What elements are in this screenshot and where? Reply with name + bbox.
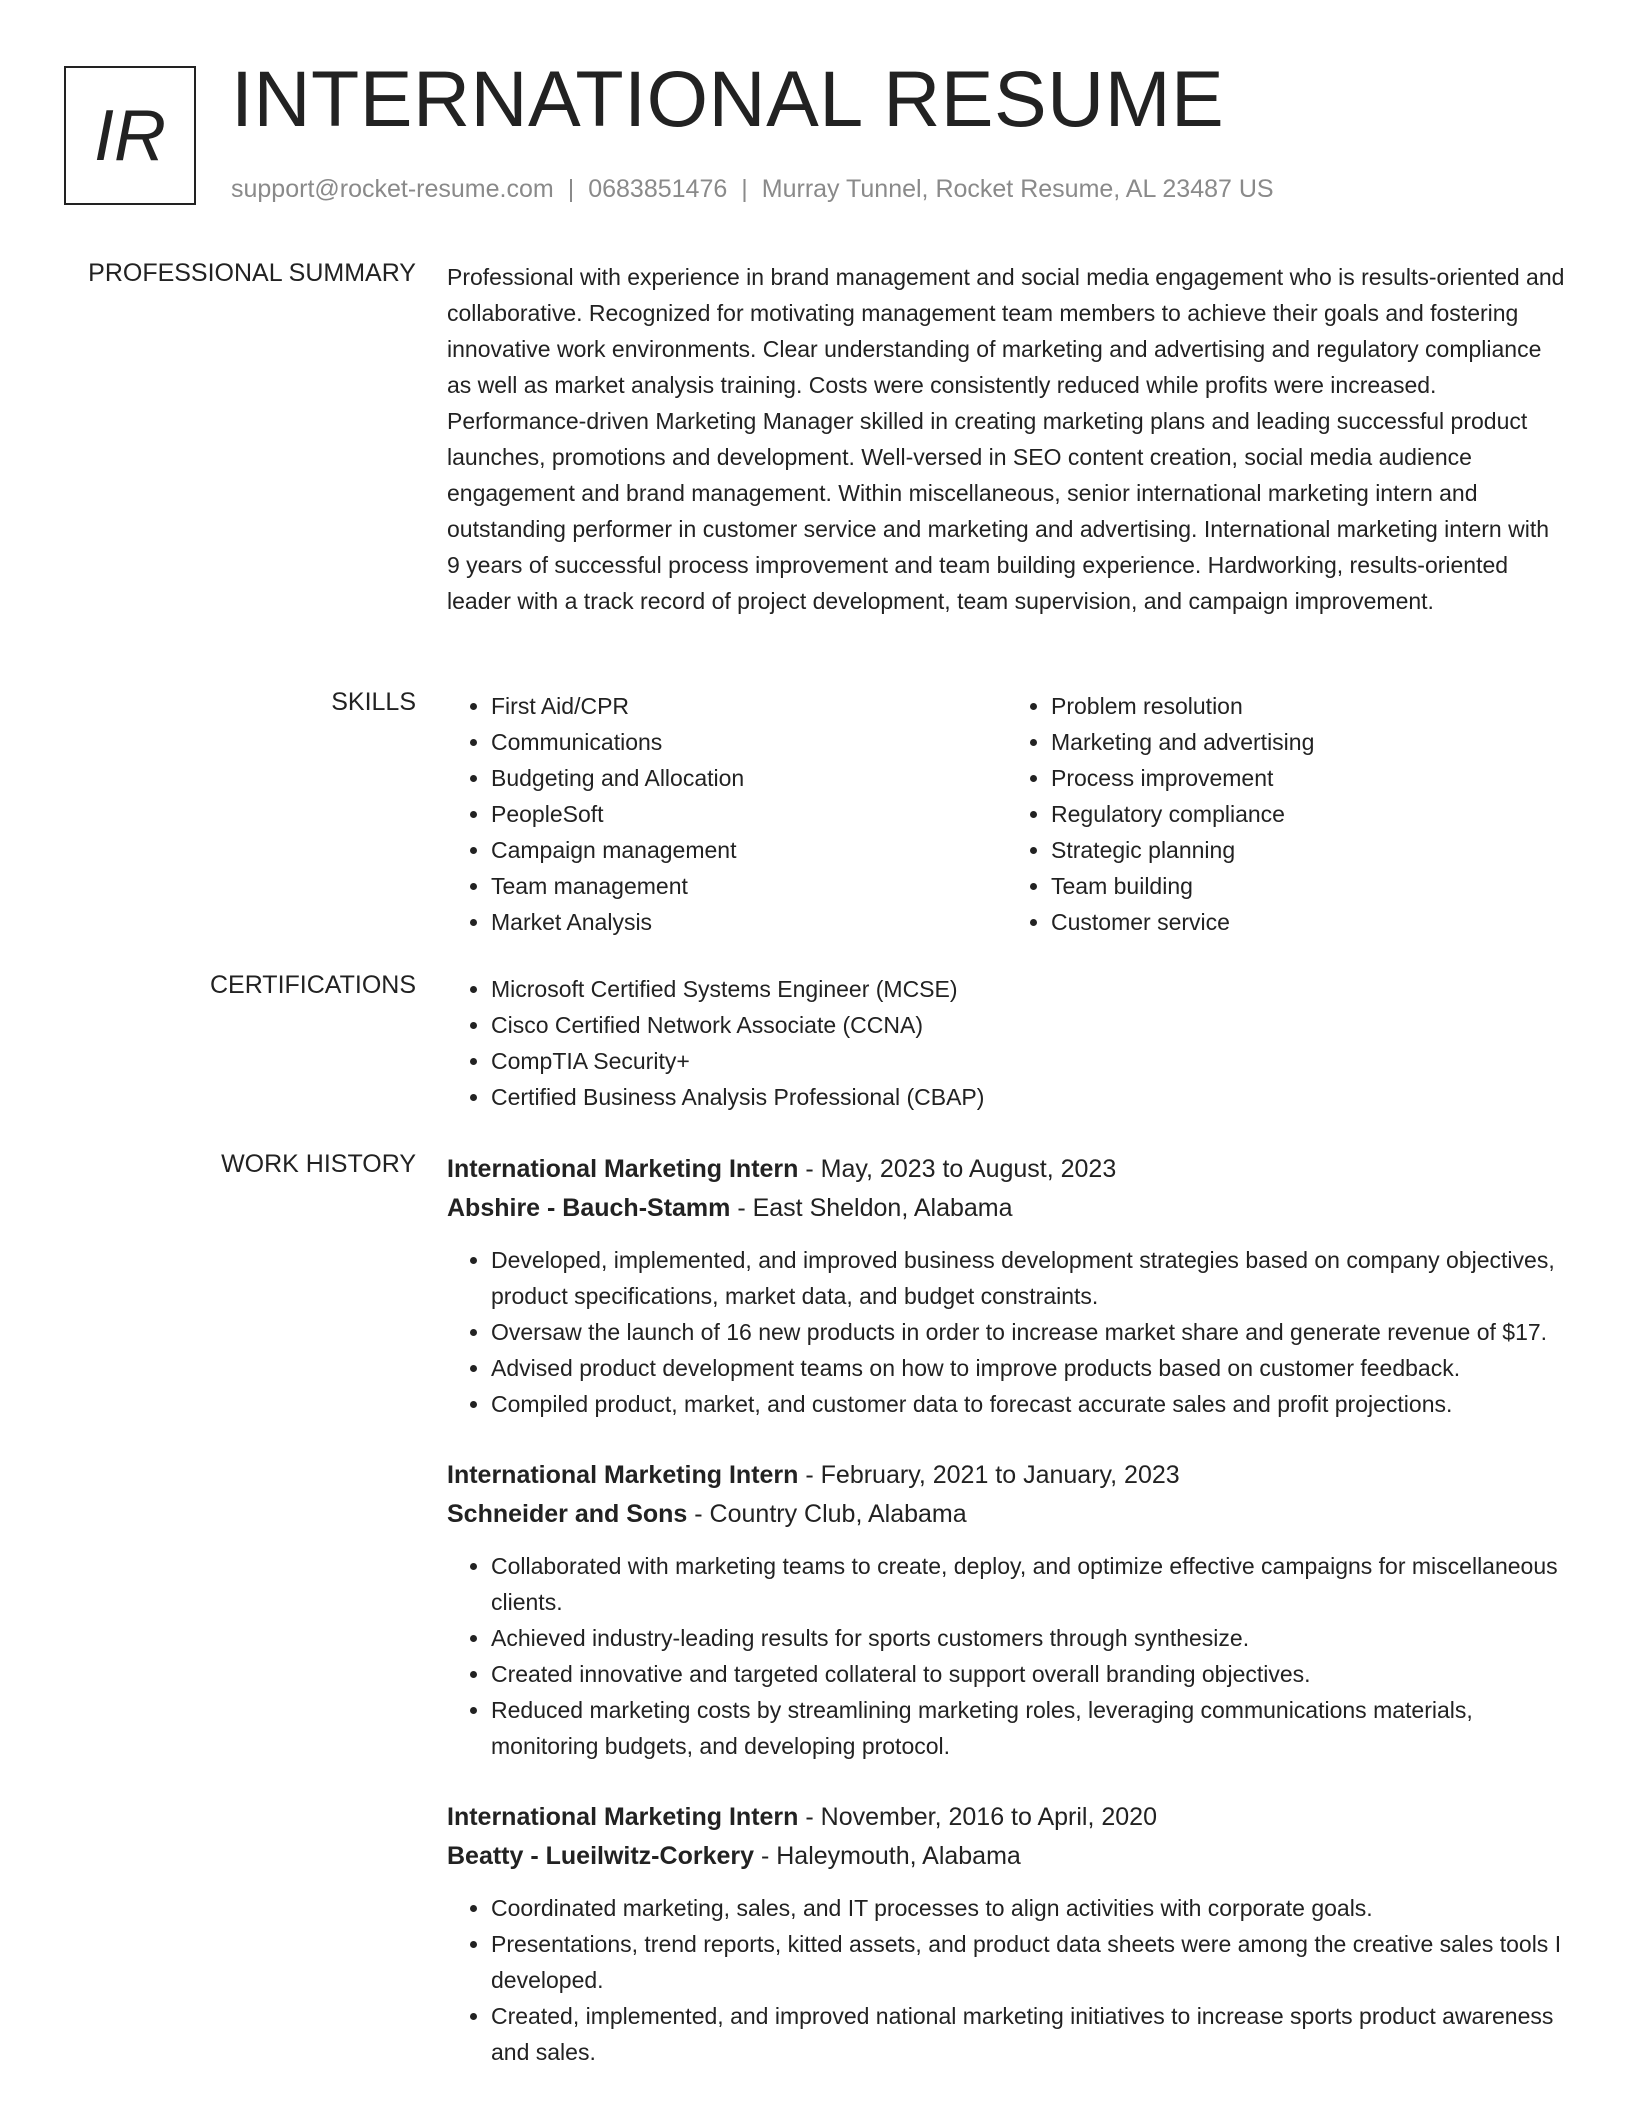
- certifications-list: [447, 971, 1567, 1115]
- job-company: Schneider and Sons: [447, 1500, 688, 1528]
- job-title: International Marketing Intern: [447, 1461, 799, 1489]
- skill-item: • Team management: [491, 868, 1007, 904]
- certification-item: • CompTIA Security+: [491, 1043, 1567, 1079]
- phone-number: 0683851476: [588, 175, 728, 203]
- job-entry: [447, 1150, 1567, 1422]
- skill-item: • Market Analysis: [491, 904, 1007, 940]
- job-title-line: [447, 1798, 1567, 1837]
- job-bullet: • Collaborated with marketing teams to create, deploy, and optimize effective campaigns for miscellaneous clients.: [491, 1548, 1567, 1620]
- certification-item: • Certified Business Analysis Professional (CBAP): [491, 1079, 1567, 1115]
- job-bullet: • Created innovative and targeted collateral to support overall branding objectives.: [491, 1656, 1567, 1692]
- skill-item: • Campaign management: [491, 832, 1007, 868]
- job-entry: [447, 1456, 1567, 1764]
- job-title-line: [447, 1150, 1567, 1189]
- skill-item: • Communications: [491, 724, 1007, 760]
- skill-item: • Marketing and advertising: [1051, 724, 1567, 760]
- job-location: - East Sheldon, Alabama: [730, 1194, 1013, 1222]
- summary-text: Professional with experience in brand management and social media engagement who is results-oriented and collaborative. Recognized for motivating management team members to achieve their goals and fostering innovative work environments. Clear understanding of marketing and advertising and regulatory compliance as well as market analysis training. Costs were consistently reduced while profits were increased. Performance-driven Marketing Manager skilled in creating marketing plans and leading successful product launches, promotions and development. Well-versed in SEO content creation, social media audience engagement and brand management. Within miscellaneous, senior international marketing intern and outstanding performer in customer service and marketing and advertising. International marketing intern with 9 years of successful process improvement and team building experience. Hardworking, results-oriented leader with a track record of project development, team supervision, and campaign improvement.: [447, 264, 1565, 614]
- skill-item: • Problem resolution: [1051, 688, 1567, 724]
- address: Murray Tunnel, Rocket Resume, AL 23487 US: [761, 175, 1274, 203]
- job-location: - Country Club, Alabama: [687, 1500, 967, 1528]
- skill-item: • Team building: [1051, 868, 1567, 904]
- job-bullet: • Presentations, trend reports, kitted assets, and product data sheets were among the creative sales tools I developed.: [491, 1926, 1567, 1998]
- job-company-line: [447, 1189, 1567, 1228]
- skills-list-right: [1007, 688, 1567, 940]
- skill-item: • Process improvement: [1051, 760, 1567, 796]
- job-company-line: [447, 1837, 1567, 1876]
- job-title: International Marketing Intern: [447, 1155, 799, 1183]
- job-entry: [447, 1798, 1567, 2070]
- skill-item: • Strategic planning: [1051, 832, 1567, 868]
- job-bullet: • Achieved industry-leading results for sports customers through synthesize.: [491, 1620, 1567, 1656]
- contact-separator: |: [741, 175, 748, 203]
- job-bullet: • Coordinated marketing, sales, and IT processes to align activities with corporate goals.: [491, 1890, 1567, 1926]
- job-title: International Marketing Intern: [447, 1803, 799, 1831]
- job-dates: - February, 2021 to January, 2023: [798, 1461, 1180, 1489]
- work-history-label: WORK HISTORY: [221, 1150, 416, 1178]
- job-company: Abshire - Bauch-Stamm: [447, 1194, 731, 1222]
- job-title-line: [447, 1456, 1567, 1495]
- job-bullet: • Reduced marketing costs by streamlining marketing roles, leveraging communications materials, monitoring budgets, and developing protocol.: [491, 1692, 1567, 1764]
- skill-item: • PeopleSoft: [491, 796, 1007, 832]
- job-dates: - May, 2023 to August, 2023: [798, 1155, 1117, 1183]
- resume-title: INTERNATIONAL RESUME: [231, 54, 1225, 143]
- job-bullet: • Developed, implemented, and improved business development strategies based on company objectives, product specifications, market data, and budget constraints.: [491, 1242, 1567, 1314]
- skill-item: • Regulatory compliance: [1051, 796, 1567, 832]
- job-location: - Haleymouth, Alabama: [754, 1842, 1021, 1870]
- job-bullet: • Compiled product, market, and customer data to forecast accurate sales and profit projections.: [491, 1386, 1567, 1422]
- contact-separator: |: [567, 175, 575, 203]
- skill-item: • First Aid/CPR: [491, 688, 1007, 724]
- certification-item: • Cisco Certified Network Associate (CCNA): [491, 1007, 1567, 1043]
- certifications-label: CERTIFICATIONS: [209, 971, 416, 999]
- skill-item: • Budgeting and Allocation: [491, 760, 1007, 796]
- skills-list-left: [447, 688, 1007, 940]
- job-bullets: [447, 1242, 1567, 1422]
- monogram-logo: [64, 66, 196, 205]
- email-link[interactable]: support@rocket-resume.com: [231, 175, 554, 203]
- summary-label: PROFESSIONAL SUMMARY: [88, 259, 416, 287]
- contact-line: [231, 175, 1274, 204]
- job-bullets: [447, 1548, 1567, 1764]
- job-bullet: • Oversaw the launch of 16 new products in order to increase market share and generate revenue of $17.: [491, 1314, 1567, 1350]
- job-bullets: [447, 1890, 1567, 2070]
- certification-item: • Microsoft Certified Systems Engineer (MCSE): [491, 971, 1567, 1007]
- skill-item: • Customer service: [1051, 904, 1567, 940]
- monogram-text: IR: [94, 95, 166, 176]
- job-company-line: [447, 1495, 1567, 1534]
- skills-label: SKILLS: [331, 688, 416, 716]
- job-company: Beatty - Lueilwitz-Corkery: [447, 1842, 755, 1870]
- job-bullet: • Created, implemented, and improved national marketing initiatives to increase sports product awareness and sales.: [491, 1998, 1567, 2070]
- job-dates: - November, 2016 to April, 2020: [798, 1803, 1157, 1831]
- job-bullet: • Advised product development teams on how to improve products based on customer feedback.: [491, 1350, 1567, 1386]
